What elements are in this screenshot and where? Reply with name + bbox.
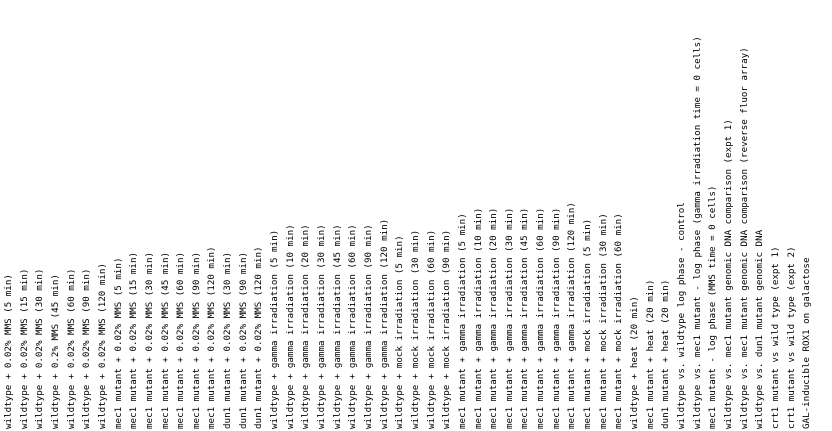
column-label: wildtype + gamma irradiation (30 min) [316,224,327,429]
column-label: wildtype + mock irradiation (90 min) [441,229,453,429]
column-label: mec1 mutant + gamma irradiation (120 min) [566,202,578,429]
column-label: mec1 mutant + 0.02% MMS (90 min) [190,251,202,429]
column-label: mec1 mutant + mock irradiation (30 min) [597,213,609,429]
column-label: mec1 mutant + gamma irradiation (30 min) [503,207,515,429]
column-label: wildtype + 0.02% MMS (60 min) [65,268,77,429]
column-label: mec1 mutant - log phase (MMS time = 0 cells) [707,185,719,429]
column-label: wildtype + 0.02% MMS (15 min) [18,268,30,429]
column-label: GAL-inducible ROX1 on galactose [801,257,813,429]
column-label: wildtype + gamma irradiation (120 min) [378,218,390,429]
column-label: dun1 mutant + 0.02% MMS (90 min) [237,251,249,429]
column-label: wildtype vs. wildtype log phase - control [675,202,687,429]
column-label: dun1 mutant + 0.02% MMS (30 min) [222,251,234,429]
column-label: wildtype + gamma irradiation (5 min) [269,229,281,429]
column-label: wildtype vs. dun1 mutant genomic DNA [754,229,766,429]
column-label: wildtype + mock irradiation (60 min) [425,229,437,429]
column-label: mec1 mutant + 0.02% MMS (15 min) [128,251,140,429]
column-label: wildtype + gamma irradiation (90 min) [362,224,374,429]
column-label: wildtype vs. mec1 mutant genomic DNA comparison (expt 1) [722,119,734,429]
column-label: dun1 mutant + 0.02% MMS (120 min) [253,246,265,429]
column-label: dun1 mutant + heat (20 min) [660,279,672,429]
column-label: wildtype + mock irradiation (30 min) [409,229,421,429]
column-label: wildtype + gamma irradiation (60 min) [347,224,359,429]
column-label: crt1 mutant vs wild type (expt 2) [785,246,797,429]
column-label: mec1 mutant + gamma irradiation (60 min) [535,207,547,429]
column-label: mec1 mutant + gamma irradiation (10 min) [472,207,484,429]
column-label: wildtype + 0.2% MMS (45 min) [49,274,61,429]
column-label: mec1 mutant + gamma irradiation (90 min) [550,207,562,429]
column-label: wildtype + 0.02% MMS (30 min) [34,268,46,429]
column-label: mec1 mutant + mock irradiation (5 min) [582,218,594,429]
column-label: mec1 mutant + heat (20 min) [644,279,656,429]
column-label: wildtype + 0.02% MMS (90 min) [81,268,93,429]
column-label: mec1 mutant + gamma irradiation (45 min) [519,207,531,429]
column-label: crt1 mutant vs wild type (expt 1) [769,246,781,429]
column-label: mec1 mutant + 0.02% MMS (30 min) [143,251,155,429]
column-label: wildtype + gamma irradiation (45 min) [331,224,343,429]
column-label: mec1 mutant + gamma irradiation (5 min) [456,213,468,429]
column-label: wildtype + gamma irradiation (20 min) [300,224,312,429]
column-label: wildtype + heat (20 min) [629,296,640,429]
column-label: mec1 mutant + mock irradiation (60 min) [613,213,625,429]
column-label: wildtype vs. mec1 mutant genomic DNA comparison (reverse fluor array) [738,47,750,429]
column-label: mec1 mutant + gamma irradiation (20 min) [488,207,500,429]
column-label: wildtype + gamma irradiation (10 min) [284,224,296,429]
column-label: wildtype vs. mec1 mutant - log phase (gamma irradiation time = 0 cells) [691,36,703,429]
column-label: mec1 mutant + 0.02% MMS (45 min) [159,251,171,429]
column-label: mec1 mutant + 0.02% MMS (60 min) [175,251,187,429]
column-label: wildtype + 0.02% MMS (5 min) [3,274,14,429]
column-label: wildtype + 0.02% MMS (120 min) [96,263,108,429]
column-label: mec1 mutant + 0.02% MMS (120 min) [206,246,218,429]
column-label: wildtype + mock irradiation (5 min) [394,235,406,429]
column-label: mec1 mutant + 0.02% MMS (5 min) [112,257,124,429]
